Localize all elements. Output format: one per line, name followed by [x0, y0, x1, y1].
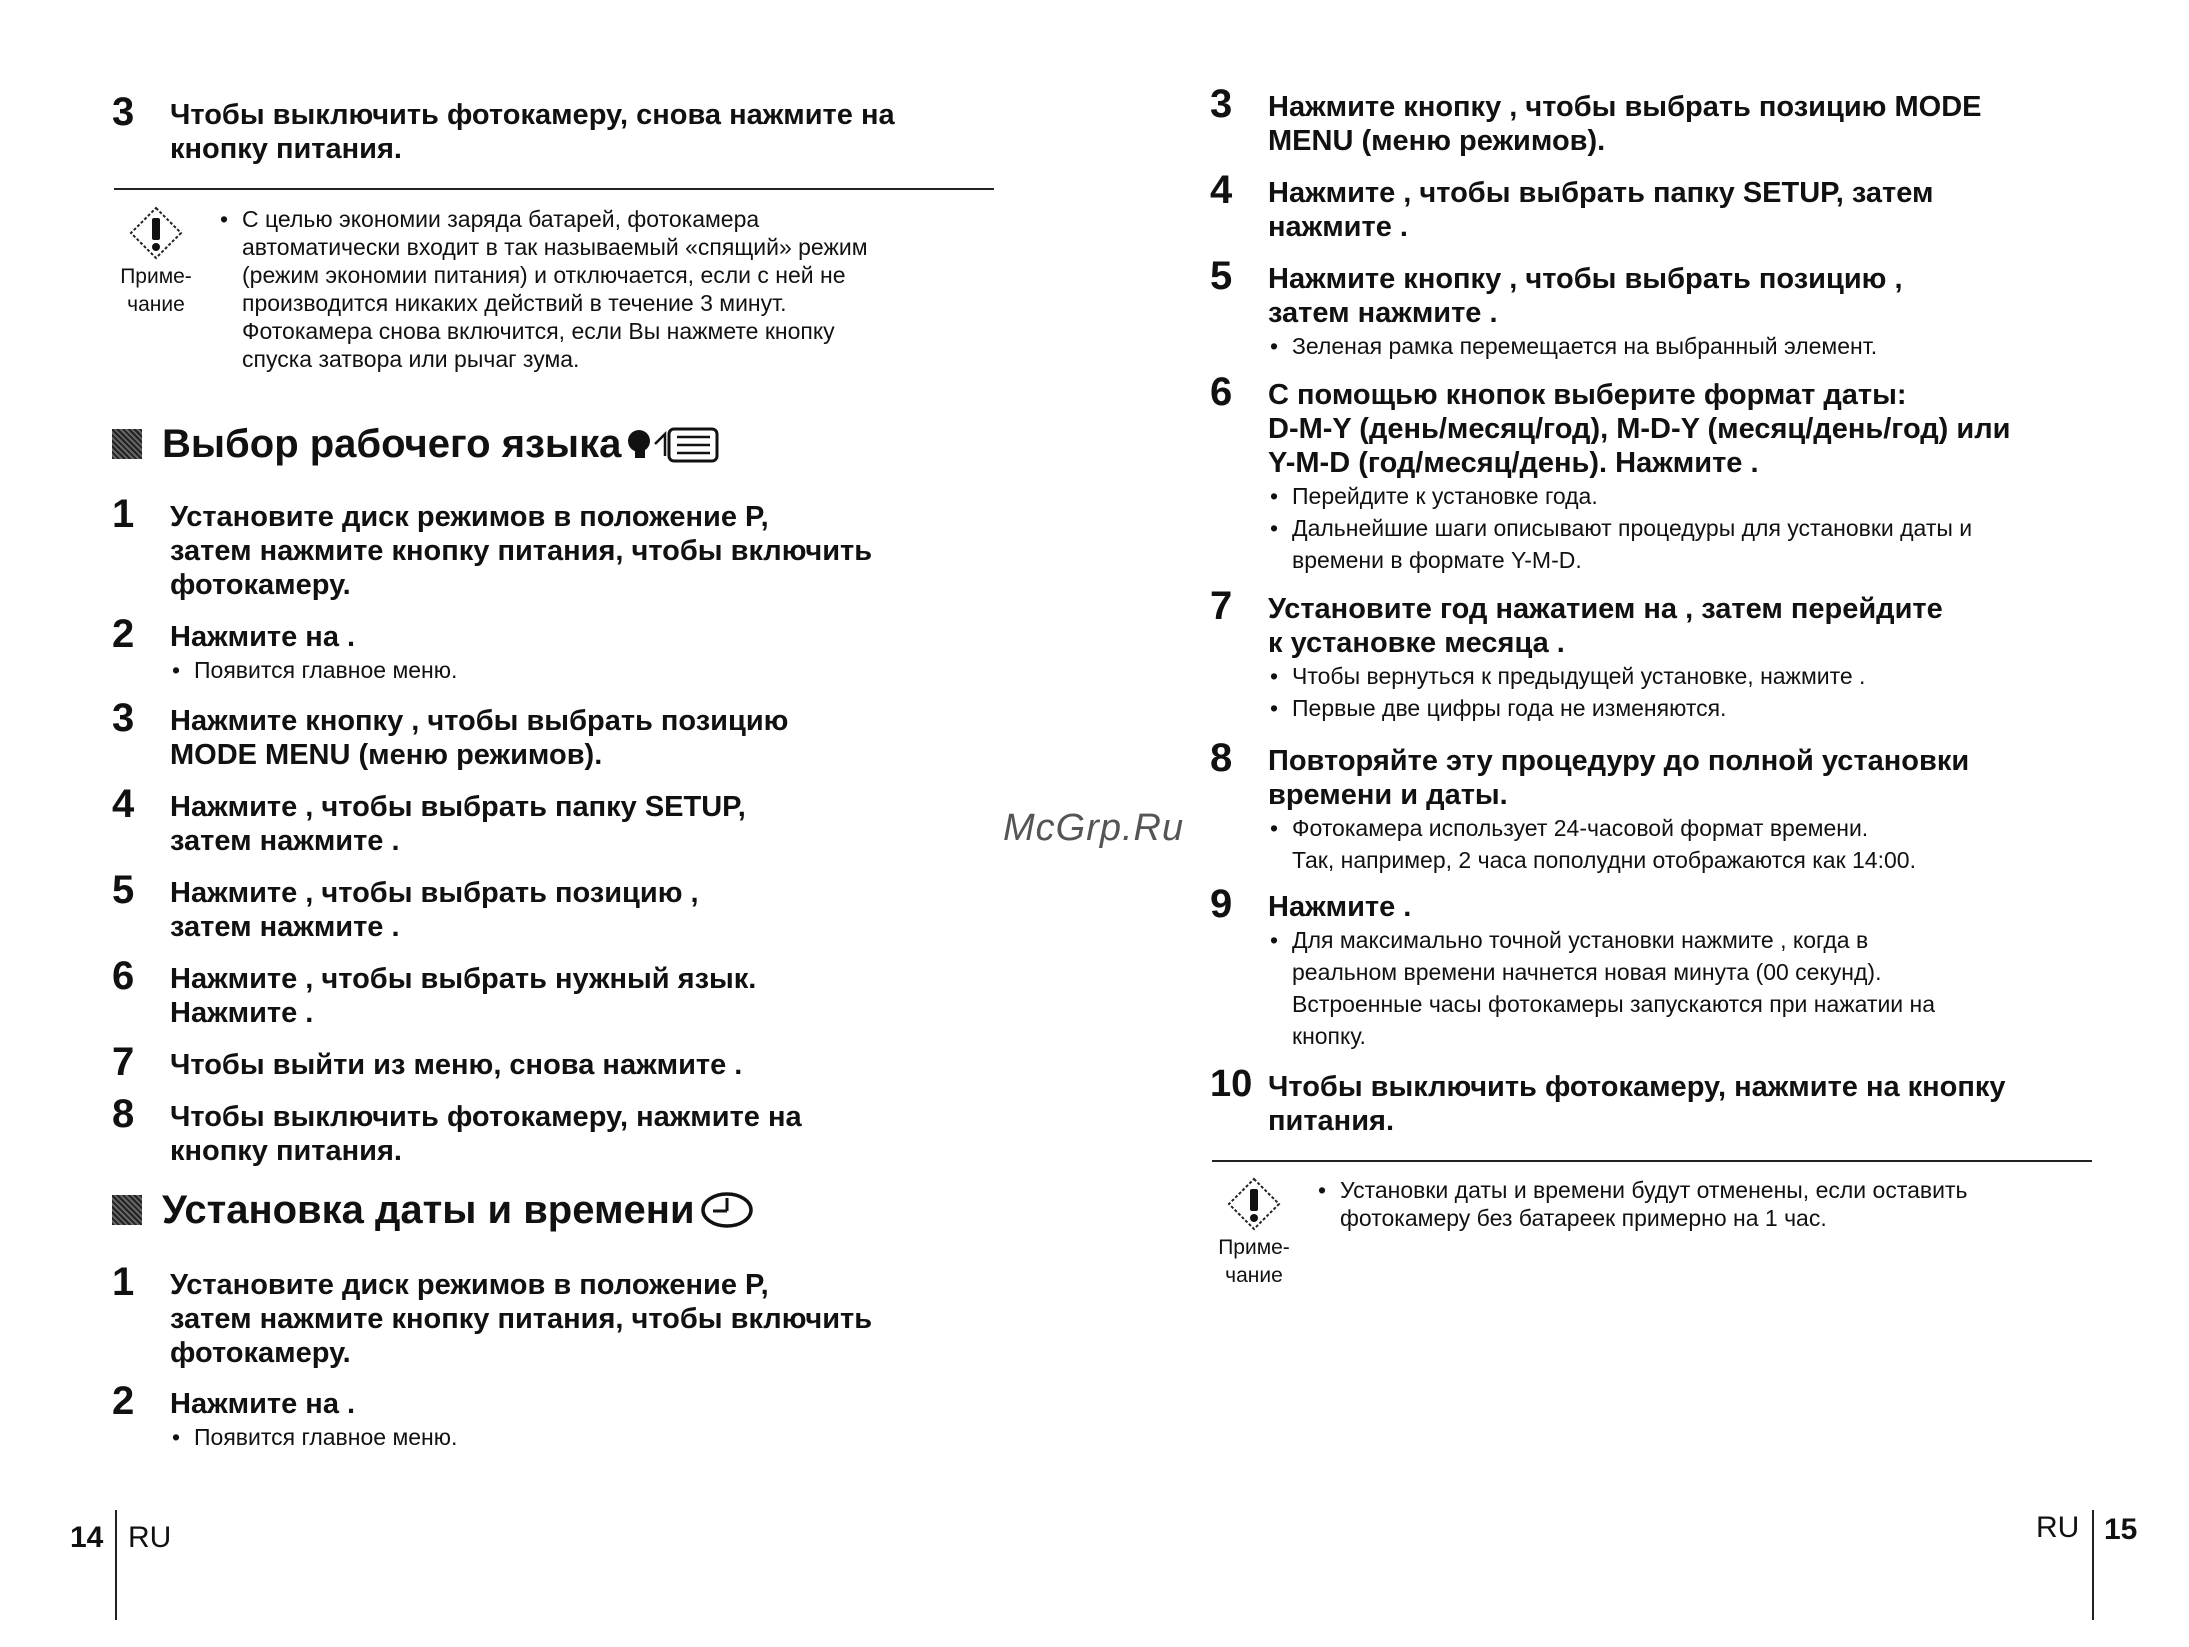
date-step-6 [1210, 370, 2110, 576]
step-number: 8 [1210, 736, 1233, 780]
step-bullet: • Дальнейшие шаги описывают процедуры для установки даты и времени в формате Y-M-D. [1268, 512, 2110, 576]
step-number: 5 [112, 868, 135, 912]
note-text: • С целью экономии заряда батарей, фотокамера автоматически входит в так называемый «спящий» режим (режим экономии питания) и отключается, если с ней не производится никаких действий в течение 3 минут. Фотокамера снова включится, если Вы нажмете кнопку спуска затвора или рычаг зума. [218, 205, 962, 373]
step-text: Нажмите . [1268, 891, 1412, 923]
divider [114, 188, 994, 190]
page-language: RU [2036, 1511, 2080, 1544]
step-bullet: • Появится главное меню. [170, 1421, 1012, 1453]
page-number: 15 [2104, 1513, 2138, 1546]
step-number: 3 [112, 696, 135, 740]
step-number: 4 [112, 782, 135, 826]
step-text: Чтобы выключить фотокамеру, нажмите на кнопку питания. [1268, 1071, 2006, 1137]
step-text: Чтобы выключить фотокамеру, снова нажмите на кнопку питания. [170, 99, 895, 165]
step-number: 2 [112, 1379, 135, 1423]
step-bullet: • Перейдите к установке года. [1268, 480, 2110, 512]
step-text: С помощью кнопок выберите формат даты: D-M-Y (день/месяц/год), M-D-Y (месяц/день/год) или Y-M-D (год/месяц/день). Нажмите . [1268, 379, 2011, 479]
page-language: RU [128, 1521, 172, 1554]
section-heading-language: Выбор рабочего языка [112, 420, 729, 468]
step-number: 3 [112, 90, 135, 134]
footer-divider [2092, 1510, 2094, 1620]
lang-step-8 [112, 1092, 1012, 1168]
step-text: Установите диск режимов в положение P, затем нажмите кнопку питания, чтобы включить фотокамеру. [170, 1269, 873, 1369]
section-marker-icon [112, 1195, 142, 1225]
step-text: Нажмите на . [170, 1388, 356, 1420]
date-step-7 [1210, 584, 2110, 724]
note-icon-block [1212, 1176, 1296, 1290]
step-text: Нажмите кнопку , чтобы выбрать позицию MODE MENU (меню режимов). [170, 705, 789, 771]
footer-divider [115, 1510, 117, 1620]
clock-icon [699, 1190, 755, 1230]
date-step-4 [1210, 168, 2110, 244]
step-number: 1 [112, 1260, 135, 1304]
page-number: 14 [70, 1521, 104, 1554]
section-marker-icon [112, 429, 142, 459]
date-step-8 [1210, 736, 2110, 876]
date-step-2 [112, 1379, 1012, 1453]
page-footer-right [2104, 1512, 2137, 1548]
date-step-1 [112, 1260, 1012, 1370]
step-text: Нажмите , чтобы выбрать папку SETUP, затем нажмите . [170, 791, 746, 857]
step-text: Чтобы выйти из меню, снова нажмите . [170, 1049, 743, 1081]
note-label: Приме- чание [120, 265, 192, 316]
warning-icon [1226, 1176, 1282, 1232]
step-number: 5 [1210, 254, 1233, 298]
date-step-3 [1210, 82, 2110, 158]
lang-step-5 [112, 868, 1012, 944]
lang-step-6 [112, 954, 1012, 1030]
step-bullet: • Первые две цифры года не изменяются. [1268, 692, 2110, 724]
date-step-10 [1210, 1063, 2110, 1138]
warning-icon [128, 205, 184, 261]
step-number: 8 [112, 1092, 135, 1136]
step-text: Нажмите , чтобы выбрать нужный язык. Нажмите . [170, 963, 757, 1029]
step-number: 10 [1210, 1063, 1253, 1105]
lang-step-7 [112, 1040, 1012, 1084]
step-text: Установите год нажатием на , затем перейдите к установке месяца . [1268, 593, 1943, 659]
step-number: 1 [112, 492, 135, 536]
step-text: Нажмите кнопку , чтобы выбрать позицию MODE MENU (меню режимов). [1268, 91, 1982, 157]
step-bullet: • Зеленая рамка перемещается на выбранный элемент. [1268, 330, 2110, 362]
date-step-9 [1210, 882, 2110, 1052]
lang-step-3 [112, 696, 1012, 772]
step-number: 4 [1210, 168, 1233, 212]
step-number: 7 [1210, 584, 1233, 628]
watermark: McGrp.Ru [1003, 807, 1185, 849]
step-number: 2 [112, 612, 135, 656]
step-number: 7 [112, 1040, 135, 1084]
step-number: 9 [1210, 882, 1233, 926]
step-number: 6 [1210, 370, 1233, 414]
section-heading-date-time: Установка даты и времени [112, 1186, 759, 1234]
step-text: Повторяйте эту процедуру до полной установки времени и даты. [1268, 745, 1970, 811]
step-text: Установите диск режимов в положение P, затем нажмите кнопку питания, чтобы включить фотокамеру. [170, 501, 873, 601]
step-number: 6 [112, 954, 135, 998]
step-text: Чтобы выключить фотокамеру, нажмите на кнопку питания. [170, 1101, 802, 1167]
step-bullet: • Фотокамера использует 24-часовой формат времени. Так, например, 2 часа пополудни отображаются как 14:00. [1268, 812, 2110, 876]
note-icon-block [114, 205, 198, 319]
step-number: 3 [1210, 82, 1233, 126]
note-label: Приме- чание [1218, 1236, 1290, 1287]
step-bullet: • Появится главное меню. [170, 654, 1012, 686]
step-text: Нажмите кнопку , чтобы выбрать позицию , затем нажмите . [1268, 263, 1903, 329]
lang-step-2 [112, 612, 1012, 686]
step-bullet: • Чтобы вернуться к предыдущей установке, нажмите . [1268, 660, 2110, 692]
left-top-step [112, 90, 1012, 166]
date-step-5 [1210, 254, 2110, 362]
language-icon [625, 424, 725, 464]
note-text: • Установки даты и времени будут отменены, если оставить фотокамеру без батареек примерно на 1 час. [1316, 1176, 2080, 1232]
step-text: Нажмите , чтобы выбрать позицию , затем нажмите . [170, 877, 699, 943]
lang-step-4 [112, 782, 1012, 858]
step-text: Нажмите на . [170, 621, 356, 653]
divider [1212, 1160, 2092, 1162]
step-bullet: • Для максимально точной установки нажмите , когда в реальном времени начнется новая минута (00 секунд). Встроенные часы фотокамеры запускаются при нажатии на кнопку. [1268, 924, 2110, 1052]
step-text: Нажмите , чтобы выбрать папку SETUP, затем нажмите . [1268, 177, 1934, 243]
lang-step-1 [112, 492, 1012, 602]
page-footer-left [70, 1520, 103, 1556]
